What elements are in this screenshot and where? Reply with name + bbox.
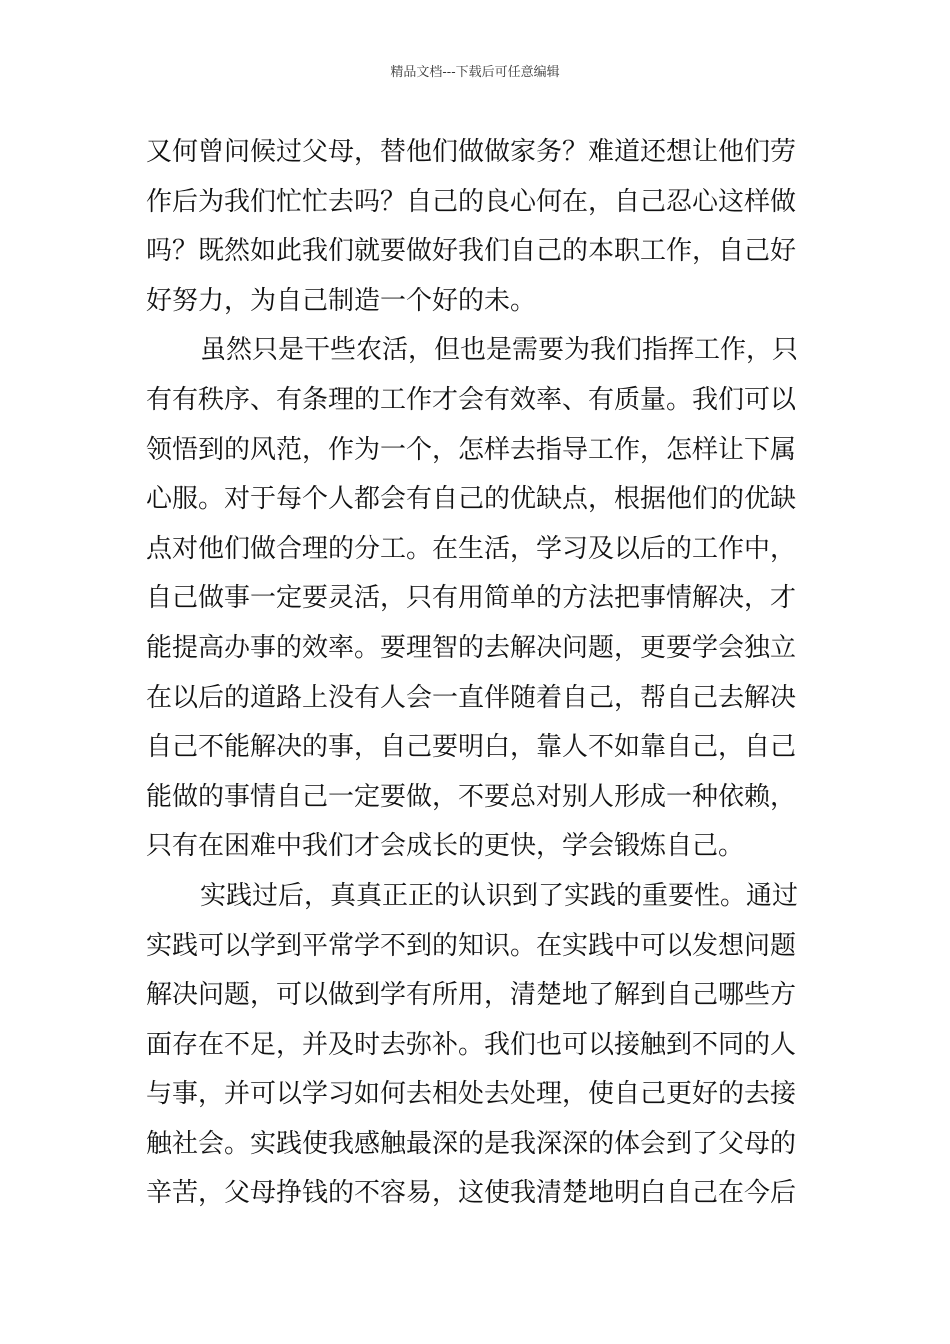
text-line: 自己不能解决的事，自己要明白，靠人不如靠自己，自己 — [146, 732, 797, 763]
page-header: 精品文档---下载后可任意编辑 — [390, 65, 560, 80]
text-line: 作后为我们忙忙去吗？自己的良心何在，自己忍心这样做 — [146, 186, 797, 217]
text-line: 能提高办事的效率。要理智的去解决问题，更要学会独立 — [146, 632, 797, 663]
text-line: 心服。对于每个人都会有自己的优缺点，根据他们的优缺 — [146, 484, 797, 515]
paragraph-1 — [146, 128, 808, 326]
text-line: 能做的事情自己一定要做，不要总对别人形成一种依赖， — [146, 781, 797, 812]
text-line: 实践过后，真真正正的认识到了实践的重要性。通过 — [200, 880, 799, 911]
text-line: 吗？既然如此我们就要做好我们自己的本职工作，自己好 — [146, 236, 797, 267]
text-line: 辛苦，父母挣钱的不容易，这使我清楚地明白自己在今后 — [146, 1178, 797, 1209]
text-line: 与事，并可以学习如何去相处去处理，使自己更好的去接 — [146, 1079, 797, 1110]
text-line: 点对他们做合理的分工。在生活，学习及以后的工作中， — [146, 533, 797, 564]
text-line: 又何曾问候过父母，替他们做做家务？难道还想让他们劳 — [146, 137, 797, 167]
text-line: 领悟到的风范，作为一个，怎样去指导工作，怎样让下属 — [146, 434, 797, 465]
text-line: 好努力，为自己制造一个好的未。 — [146, 285, 537, 316]
paragraph-2 — [146, 326, 808, 872]
text-line: 自己做事一定要灵活，只有用简单的方法把事情解决，才 — [146, 583, 797, 614]
text-line: 虽然只是干些农活，但也是需要为我们指挥工作，只 — [200, 335, 799, 366]
text-line: 有有秩序、有条理的工作才会有效率、有质量。我们可以 — [146, 384, 797, 415]
text-line: 触社会。实践使我感触最深的是我深深的体会到了父母的 — [146, 1128, 797, 1159]
document-body — [146, 128, 808, 1219]
paragraph-3 — [146, 872, 808, 1219]
text-line: 解决问题，可以做到学有所用，清楚地了解到自己哪些方 — [146, 980, 797, 1011]
text-line: 只有在困难中我们才会成长的更快，学会锻炼自己。 — [146, 831, 745, 862]
text-line: 在以后的道路上没有人会一直伴随着自己，帮自己去解决 — [146, 682, 797, 713]
text-line: 实践可以学到平常学不到的知识。在实践中可以发想问题 — [146, 930, 797, 961]
text-line: 面存在不足，并及时去弥补。我们也可以接触到不同的人 — [146, 1029, 797, 1060]
